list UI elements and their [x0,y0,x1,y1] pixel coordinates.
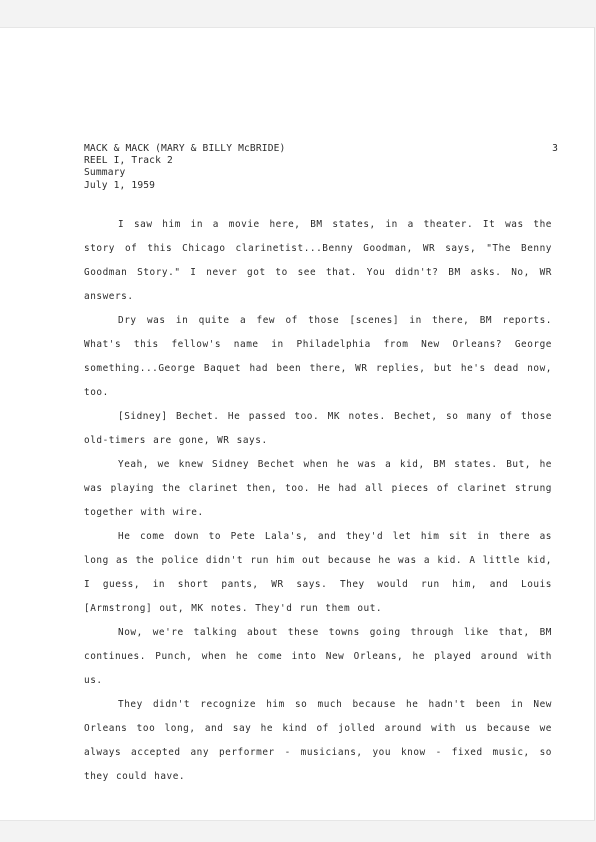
paragraph: He come down to Pete Lala's, and they'd let him sit in there as long as the police didn't run him out because he was a kid. A little kid, I guess, in short pants, WR says. They would run him, and Louis [Armstrong] out, MK notes. They'd run them out. [84,530,552,614]
header-title: MACK & MACK (MARY & BILLY McBRIDE) [84,143,286,154]
document-page [0,27,595,821]
transcript-body [84,213,552,789]
page-number: 3 [552,143,558,154]
paragraph: Dry was in quite a few of those [scenes] in there, BM reports. What's this fellow's name in Philadelphia from New Orleans? George something...George Baquet had been there, WR replies, but he's dead now, too. [84,314,552,398]
paragraph: [Sidney] Bechet. He passed too. MK notes. Bechet, so many of those old-timers are gone, WR says. [84,410,552,446]
paragraph: I saw him in a movie here, BM states, in a theater. It was the story of this Chicago clarinetist...Benny Goodman, WR says, "The Benny Goodman Story." I never got to see that. You didn't? BM asks. No, WR answers. [84,218,552,302]
paragraph: Yeah, we knew Sidney Bechet when he was a kid, BM states. But, he was playing the clarinet then, too. He had all pieces of clarinet strung together with wire. [84,458,552,518]
header-type: Summary [84,167,126,179]
paragraph: They didn't recognize him so much because he hadn't been in New Orleans too long, and say he kind of jolled around with us because we always accepted any performer - musicians, you know - fixed music, so they could have. [84,698,552,782]
header-reel: REEL I, Track 2 [84,155,173,167]
transcript [84,143,558,789]
header-date: July 1, 1959 [84,179,156,191]
paragraph: Now, we're talking about these towns going through like that, BM continues. Punch, when he come into New Orleans, he played around with us. [84,626,552,686]
document-header [84,143,558,192]
